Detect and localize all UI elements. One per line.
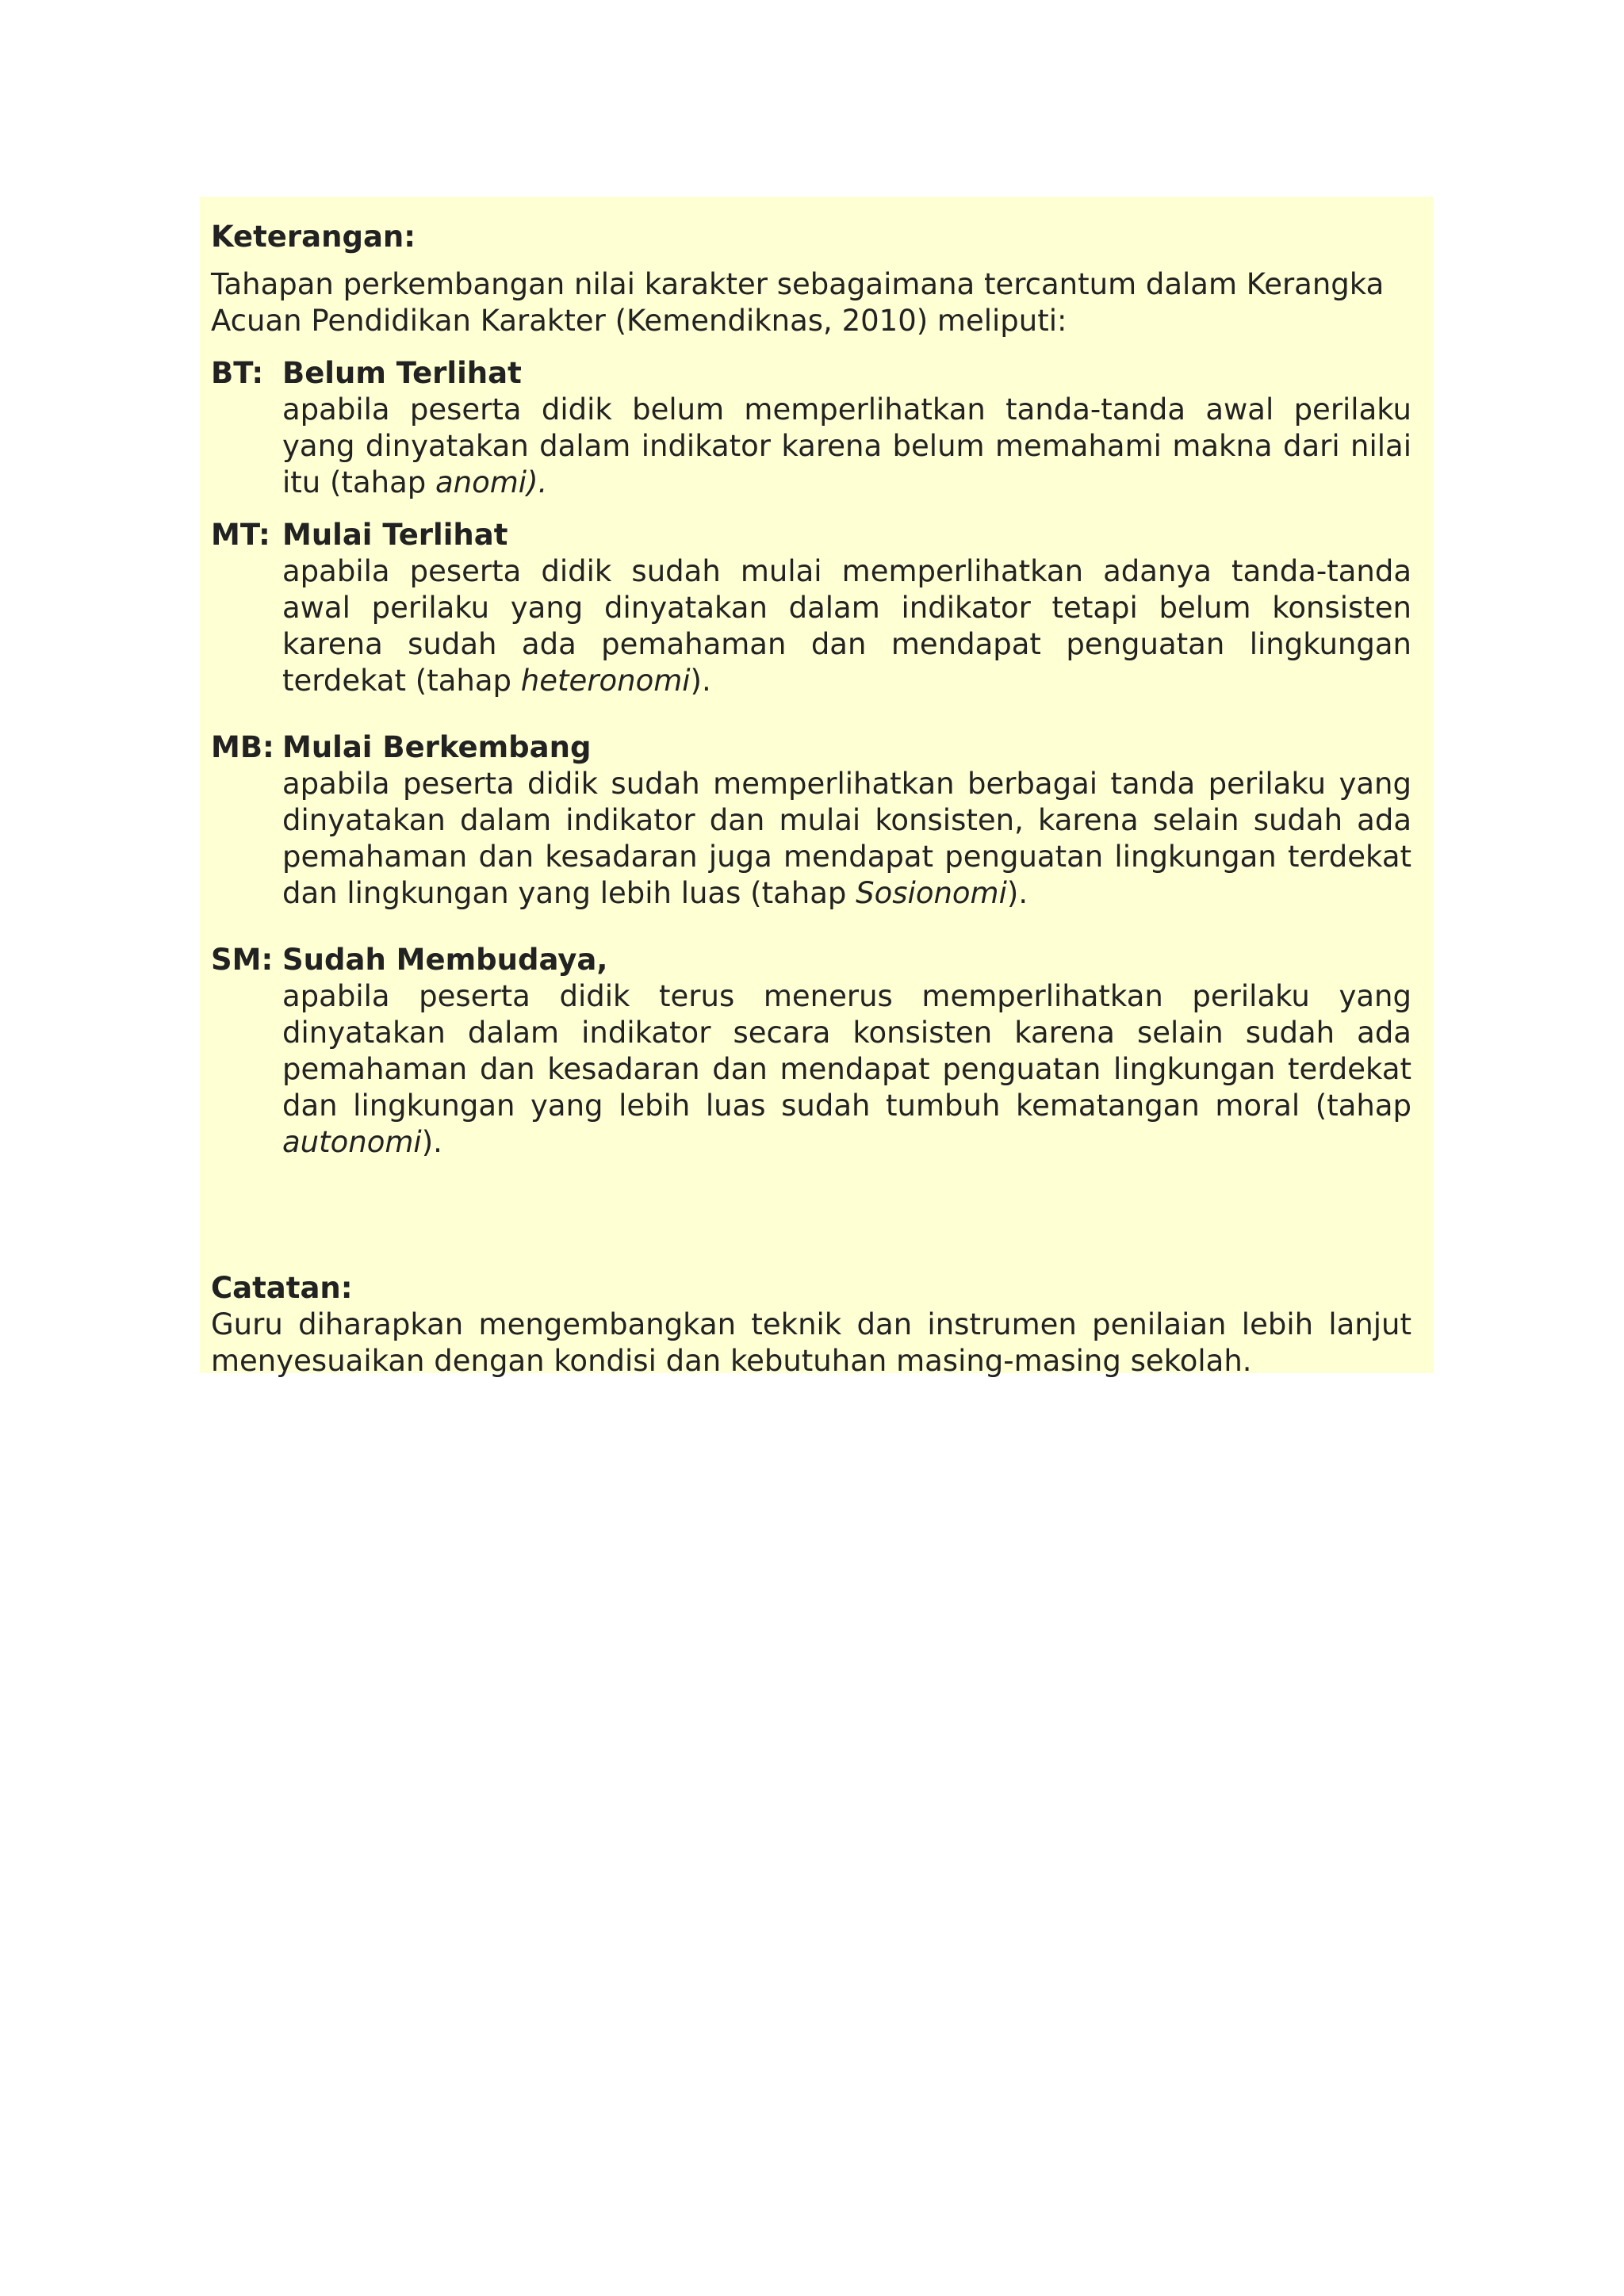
term-bt (211, 355, 1411, 501)
term-desc-text: apabila peserta didik sudah mulai memperlihatkan adanya tanda-tanda awal perilaku yang dinyatakan dalam indikator tetapi belum konsisten karena sudah ada pemahaman dan mendapat penguatan lingkungan terdekat (tahap (282, 554, 1411, 698)
term-desc-suffix: ). (421, 1125, 442, 1159)
term-code: BT: (211, 356, 264, 390)
term-desc-suffix: ). (690, 664, 711, 698)
term-title: Mulai Terlihat (282, 518, 508, 552)
term-desc-suffix: ). (1006, 876, 1028, 910)
term-code: MT: (211, 518, 270, 552)
term-mt (211, 517, 1411, 699)
term-code: MB: (211, 730, 274, 764)
term-description (282, 553, 1411, 699)
keterangan-title: Keterangan: (211, 220, 416, 254)
keterangan-box (200, 197, 1434, 1378)
term-title: Mulai Berkembang (282, 730, 592, 764)
keterangan-intro: Tahapan perkembangan nilai karakter sebagaimana tercantum dalam Kerangka Acuan Pendidikan Karakter (Kemendiknas, 2010) meliputi: (211, 267, 1385, 338)
term-mb (211, 729, 1411, 912)
term-description (282, 392, 1411, 501)
term-description (282, 978, 1411, 1161)
term-desc-text: apabila peserta didik belum memperlihatkan tanda-tanda awal perilaku yang dinyatakan dalam indikator karena belum memahami makna dari nilai itu (tahap (282, 392, 1411, 499)
term-body (282, 729, 1411, 912)
term-desc-emphasis: anomi). (435, 465, 548, 499)
term-desc-emphasis: autonomi (282, 1125, 422, 1159)
term-desc-emphasis: heteronomi (520, 664, 691, 698)
term-code: SM: (211, 943, 274, 977)
catatan-title: Catatan: (211, 1271, 353, 1305)
term-desc-emphasis: Sosionomi (856, 876, 1007, 910)
catatan-text: Guru diharapkan mengembangkan teknik dan instrumen penilaian lebih lanjut menyesuaikan dengan kondisi dan kebutuhan masing-masing sekolah. (211, 1307, 1411, 1378)
term-body (282, 355, 1411, 501)
term-body (282, 517, 1411, 699)
term-title: Sudah Membudaya, (282, 943, 608, 977)
term-title: Belum Terlihat (282, 356, 522, 390)
term-desc-text: apabila peserta didik terus menerus memperlihatkan perilaku yang dinyatakan dalam indikator secara konsisten karena selain sudah ada pemahaman dan kesadaran dan mendapat penguatan lingkungan terdekat dan lingkungan yang lebih luas sudah tumbuh kematangan moral (tahap (282, 979, 1411, 1123)
term-body (282, 942, 1411, 1161)
term-desc-text: apabila peserta didik sudah memperlihatkan berbagai tanda perilaku yang dinyatakan dalam indikator dan mulai konsisten, karena selain sudah ada pemahaman dan kesadaran juga mendapat penguatan lingkungan terdekat dan lingkungan yang lebih luas (tahap (282, 767, 1411, 910)
term-description (282, 766, 1411, 912)
term-sm (211, 942, 1411, 1161)
